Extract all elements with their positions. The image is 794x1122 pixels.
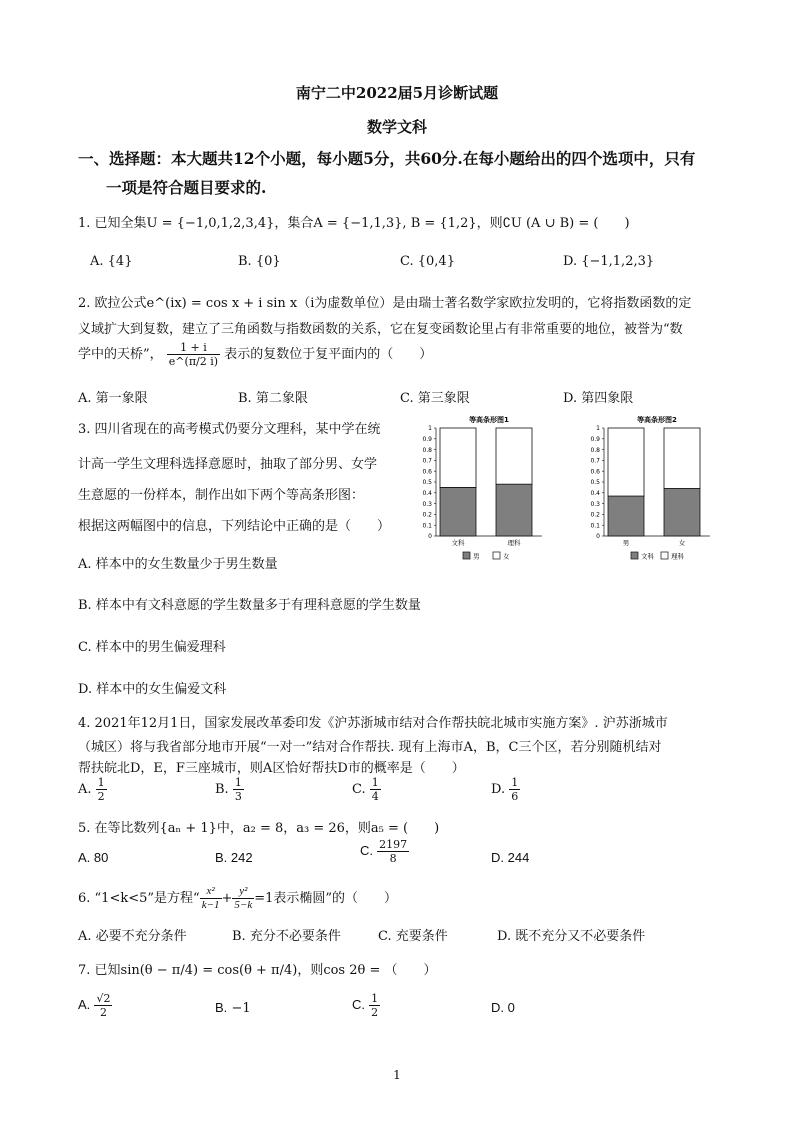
chart1-ytick-label: 0.4 (422, 490, 432, 497)
chart2-ytick-label: 0.5 (590, 479, 600, 487)
chart1-legend-swatch (463, 552, 470, 559)
q4-option-b (215, 776, 244, 803)
q7-option-a-num: √2 (96, 992, 111, 1005)
chart2-title: 等高条形图2 (637, 416, 677, 424)
q4-option-a-num: 1 (97, 776, 105, 789)
q1-option-b: B. {0} (238, 254, 281, 269)
q5-option-b-label: B. (215, 850, 228, 865)
chart1-ytick-label: 0.1 (422, 522, 432, 530)
q4-option-a-label: A. (78, 782, 92, 797)
section-heading-line1: 一、选择题：本大题共12个小题，每小题5分，共60分.在每小题给出的四个选项中，只有 (78, 149, 696, 168)
section-heading-line2: 一项是符合题目要求的. (106, 178, 267, 197)
q2-option-b: B. 第二象限 (238, 391, 308, 406)
chart1-legend-label: 男 (473, 552, 480, 561)
q7-stem: 7. 已知sin(θ − π/4) = cos(θ + π/4)，则cos 2θ = （ ） (78, 963, 437, 978)
q6-fraction-y (232, 885, 254, 912)
chart1-ytick-label: 1 (428, 425, 432, 433)
q7-option-a-den: 2 (99, 1006, 107, 1019)
chart1 (410, 412, 560, 567)
chart1-bar-男-理科 (496, 484, 532, 536)
q6-option-d: D. 既不充分又不必要条件 (497, 929, 646, 944)
q5-option-d-value: 244 (507, 850, 530, 865)
q7-option-a-frac (94, 992, 112, 1019)
q7-option-b (215, 1000, 251, 1016)
q4-line1: 4. 2021年12月1日，国家发展改革委印发《沪苏浙城市结对合作帮扶皖北城市实施方案》. 沪苏浙城市 (78, 716, 668, 731)
q4-option-b-label: B. (215, 782, 229, 797)
q7-option-d-value: 0 (507, 1000, 515, 1015)
chart1-title: 等高条形图1 (469, 416, 509, 424)
chart1-ytick-label: 0.5 (422, 479, 432, 487)
chart1-bar-女-文科 (440, 428, 476, 487)
q3-line3: 生意愿的一份样本，制作出如下两个等高条形图： (78, 488, 365, 503)
q4-option-b-frac (233, 776, 244, 803)
chart2-ytick-label: 0.8 (590, 446, 600, 454)
q7-option-c-frac (369, 992, 380, 1019)
chart2-ytick-label: 0.3 (590, 500, 600, 508)
q5-option-d (491, 850, 529, 865)
q3-line2: 计高一学生文理科选择意愿时，抽取了部分男、女学 (78, 457, 378, 472)
chart2-legend-swatch (631, 552, 638, 559)
q7-option-c-den: 2 (371, 1006, 379, 1019)
q6-fraction-y-num: y² (232, 885, 254, 899)
q2-fraction-num: 1 + i (167, 341, 220, 355)
q3-line1: 3. 四川省现在的高考模式仍要分文理科，某中学在统 (78, 422, 381, 437)
q6-option-c: C. 充要条件 (378, 929, 448, 944)
q6-plus: + (221, 891, 233, 906)
chart1-bar-男-文科 (440, 487, 476, 536)
chart2-ytick-label: 0.4 (590, 490, 600, 497)
q4-option-c-frac (370, 776, 381, 803)
q5-option-b-value: 242 (230, 850, 253, 865)
chart2-x-label: 男 (622, 539, 630, 547)
q1-option-a: A. {4} (90, 254, 133, 269)
chart1-ytick-label: 0 (428, 533, 432, 541)
chart2-ytick-label: 1 (596, 425, 600, 433)
q2-line3-pre: 学中的天桥”， (78, 347, 163, 362)
q4-option-c-num: 1 (371, 776, 379, 789)
chart2 (578, 412, 728, 567)
q6-fraction-y-den: 5−k (234, 899, 253, 911)
chart2-bar-文科-男 (608, 496, 644, 536)
q7-option-a (78, 992, 112, 1019)
q4-option-c-label: C. (352, 782, 366, 797)
page-number: 1 (393, 1068, 401, 1082)
q6-stem-post: =1表示椭圆”的（ ） (254, 891, 398, 906)
q5-option-c-label: C. (360, 843, 373, 858)
chart1-x-label: 文科 (451, 539, 465, 547)
q4-option-d (491, 776, 520, 803)
q6-stem-pre: 6. “1<k<5”是方程“ (78, 891, 200, 906)
chart2-x-label: 女 (678, 539, 686, 547)
chart1-ytick-label: 0.2 (422, 511, 432, 519)
chart2-legend-label: 文科 (641, 552, 654, 561)
q7-option-d-label: D. (491, 1000, 504, 1015)
chart1-ytick-label: 0.7 (422, 457, 432, 465)
q4-option-d-den: 6 (511, 790, 519, 803)
q4-option-a (78, 776, 107, 803)
q7-option-c-label: C. (352, 997, 365, 1012)
q6-stem (78, 885, 397, 912)
q4-option-a-den: 2 (97, 790, 105, 803)
q2-line2: 义域扩大到复数，建立了三角函数与指数函数的关系，它在复变函数论里占有非常重要的地位，被誉为“数 (78, 322, 683, 337)
q2-option-c: C. 第三象限 (400, 391, 470, 406)
q4-line3: 帮扶皖北D，E，F三座城市，则A区恰好帮扶D市的概率是（ ） (78, 761, 465, 776)
q5-stem: 5. 在等比数列{aₙ + 1}中，a₂ = 8，a₃ = 26，则a₅ = ( ) (78, 821, 440, 836)
q4-option-c (352, 776, 381, 803)
q6-fraction-x-num: x² (200, 885, 222, 899)
q5-option-d-label: D. (491, 850, 504, 865)
chart2-legend-label: 理科 (671, 552, 684, 561)
q5-option-c-den: 8 (389, 852, 397, 865)
chart1-bar-女-理科 (496, 428, 532, 484)
q1-stem: 1. 已知全集U = {−1,0,1,2,3,4}，集合A = {−1,1,3}, B = {1,2}，则∁U (A ∪ B) = ( ) (78, 216, 630, 231)
q6-option-a: A. 必要不充分条件 (78, 929, 187, 944)
q1-option-c: C. {0,4} (400, 254, 455, 269)
q2-line3-post: 表示的复数位于复平面内的（ ） (224, 347, 433, 362)
q6-option-b: B. 充分不必要条件 (232, 929, 341, 944)
q2-option-d: D. 第四象限 (563, 391, 634, 406)
q3-option-c: C. 样本中的男生偏爱理科 (78, 640, 226, 655)
q3-line4: 根据这两幅图中的信息，下列结论中正确的是（ ） (78, 519, 391, 534)
q5-option-c-frac (377, 838, 409, 865)
page-title: 南宁二中2022届5月诊断试题 (295, 84, 499, 102)
chart2-ytick-label: 0 (596, 533, 600, 541)
q7-option-b-value: −1 (231, 1001, 251, 1016)
q4-option-d-label: D. (491, 782, 506, 797)
chart2-legend-swatch (661, 552, 668, 559)
q2-fraction-den: e^(π/2 i) (168, 355, 219, 368)
q4-line2: （城区）将与我省部分地市开展“一对一”结对合作帮扶. 现有上海市A，B，C三个区，若分别随机结对 (78, 740, 662, 755)
chart2-ytick-label: 0.6 (590, 468, 600, 476)
q1-option-d: D. {−1,1,2,3} (563, 254, 655, 269)
q7-option-c (352, 992, 380, 1019)
q2-fraction (167, 341, 220, 368)
q3-option-b: B. 样本中有文科意愿的学生数量多于有理科意愿的学生数量 (78, 598, 421, 613)
chart2-ytick-label: 0.1 (590, 522, 600, 530)
q5-option-b (215, 850, 253, 865)
q4-option-b-num: 1 (234, 776, 242, 789)
chart1-ytick-label: 0.8 (422, 446, 432, 454)
q7-option-d (491, 1000, 515, 1015)
chart1-ytick-label: 0.3 (422, 500, 432, 508)
chart1-legend-swatch (493, 552, 500, 559)
q5-option-a (78, 850, 108, 865)
chart2-ytick-label: 0.7 (590, 457, 600, 465)
chart1-ytick-label: 0.6 (422, 468, 432, 476)
chart2-bar-文科-女 (664, 488, 700, 536)
chart1-x-label: 理科 (507, 539, 521, 547)
q3-option-a: A. 样本中的女生数量少于男生数量 (78, 557, 278, 572)
q2-line3 (78, 341, 432, 368)
q4-option-c-den: 4 (371, 790, 379, 803)
chart2-ytick-label: 0.9 (590, 436, 600, 443)
q5-option-c (360, 838, 409, 865)
chart2-bar-理科-男 (608, 428, 644, 496)
q4-option-d-num: 1 (511, 776, 519, 789)
q4-option-a-frac (96, 776, 107, 803)
q5-option-c-num: 2197 (379, 838, 408, 851)
q2-line1: 2. 欧拉公式e^(ix) = cos x + i sin x（i为虚数单位）是由瑞士著名数学家欧拉发明的，它将指数函数的定 (78, 296, 692, 311)
q7-option-a-label: A. (78, 997, 91, 1012)
q5-option-a-value: 80 (93, 850, 109, 865)
q6-fraction-x (200, 885, 222, 912)
chart1-legend-label: 女 (503, 552, 510, 561)
q4-option-d-frac (509, 776, 520, 803)
q2-option-a: A. 第一象限 (78, 391, 148, 406)
subject-title: 数学文科 (366, 118, 427, 136)
chart2-ytick-label: 0.2 (590, 511, 600, 519)
q7-option-c-num: 1 (371, 992, 379, 1005)
chart1-ytick-label: 0.9 (422, 436, 432, 443)
q7-option-b-label: B. (215, 1000, 228, 1015)
chart2-bar-理科-女 (664, 428, 700, 488)
q5-option-a-label: A. (78, 850, 91, 865)
q4-option-b-den: 3 (234, 790, 242, 803)
q6-fraction-x-den: k−1 (201, 899, 220, 911)
q3-option-d: D. 样本中的女生偏爱文科 (78, 682, 227, 697)
